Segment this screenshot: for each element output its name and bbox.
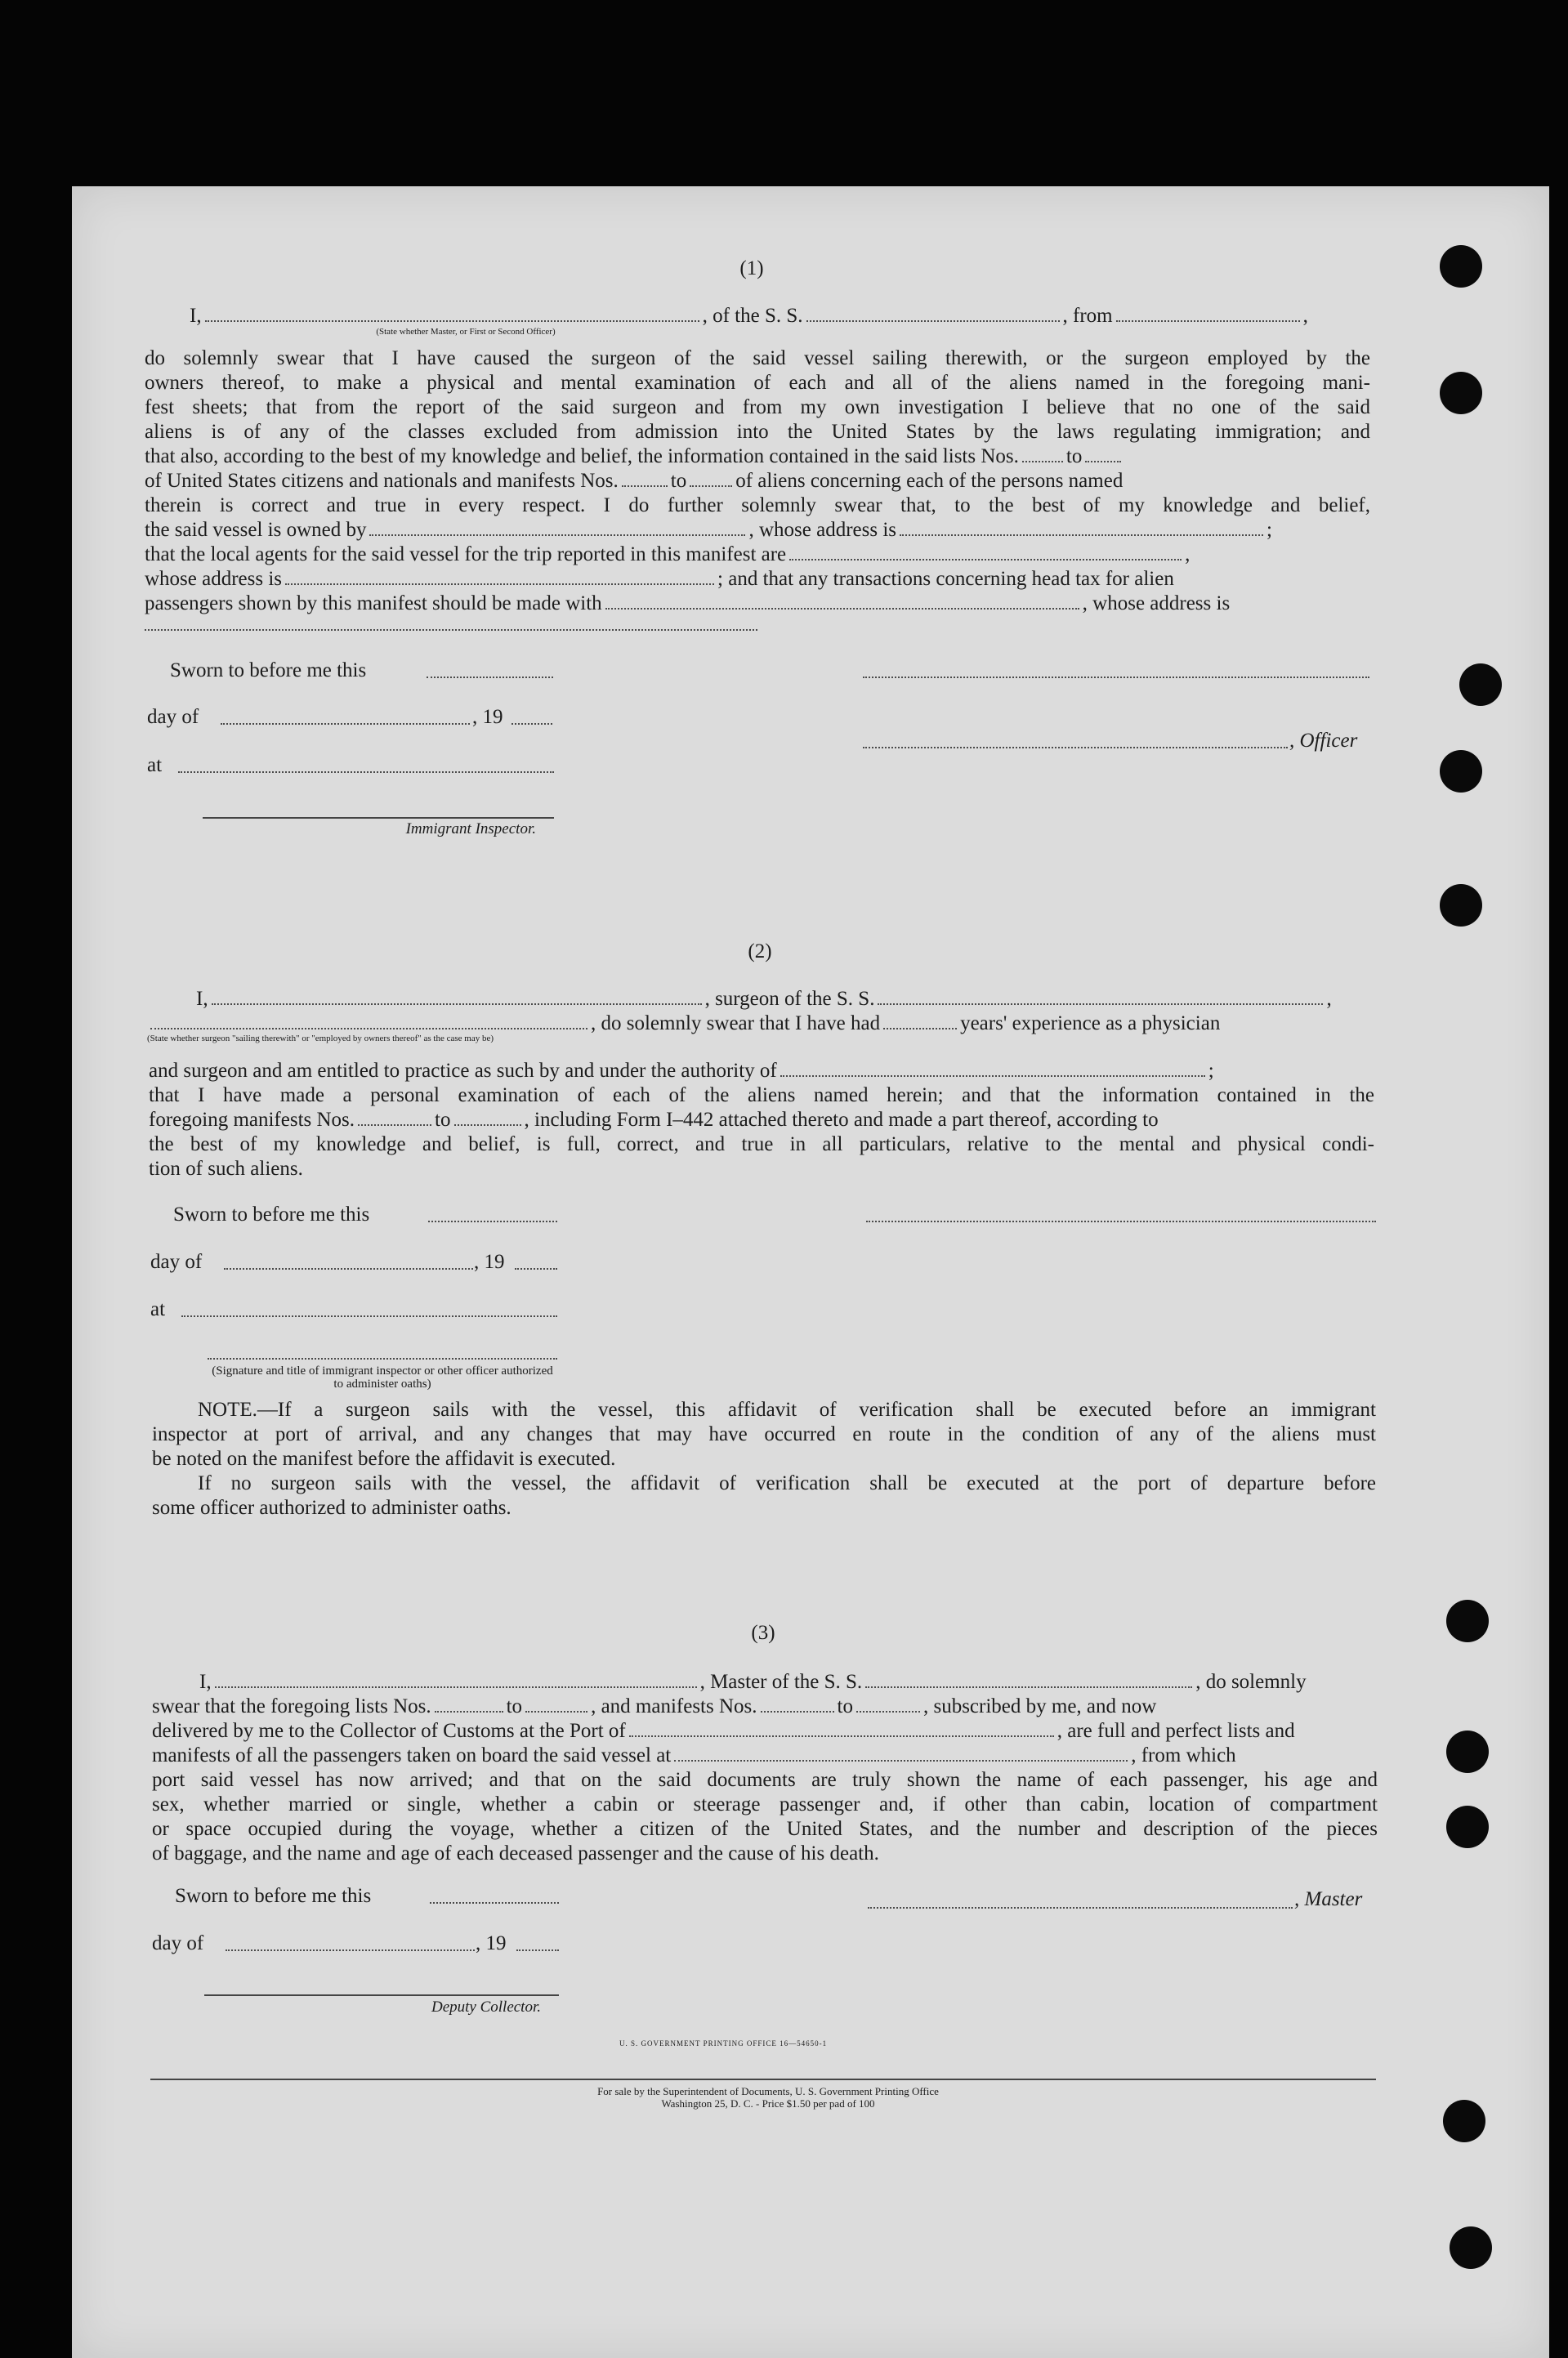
- port-of-customs-field[interactable]: [629, 1721, 1054, 1737]
- section-1-line: fest sheets; that from the report of the said surgeon and from my own investigation I believe that no one of the said: [145, 396, 1370, 418]
- manifests-from-field[interactable]: [622, 471, 668, 487]
- section-3-lists-from-field[interactable]: [435, 1696, 503, 1713]
- boarding-port-field[interactable]: [674, 1745, 1128, 1762]
- section-1-line: do solemnly swear that I have caused the surgeon of the said vessel sailing therewith, or the surgeon employed by the: [145, 347, 1370, 369]
- at-field-2[interactable]: [181, 1315, 557, 1317]
- authority-field[interactable]: [780, 1061, 1205, 1077]
- binder-hole: [1440, 884, 1482, 927]
- sale-line-1: For sale by the Superintendent of Documents, U. S. Government Printing Office: [597, 2085, 939, 2097]
- section-3-manifests-to-field[interactable]: [856, 1696, 920, 1713]
- sworn-label-2: Sworn to before me this: [173, 1204, 370, 1226]
- section-3-line-3: delivered by me to the Collector of Customs at the Port of , are full and perfect lists and: [152, 1720, 1295, 1742]
- section-3-line-1: I, , Master of the S. S. , do solemnly: [199, 1671, 1307, 1693]
- at-field-1[interactable]: [178, 771, 554, 773]
- section-2-manifests-from-field[interactable]: [358, 1110, 431, 1126]
- section-3-lists-to-field[interactable]: [525, 1696, 587, 1713]
- manifests-to-field[interactable]: [690, 471, 732, 487]
- section-2-line-1: I, , surgeon of the S. S. ,: [196, 988, 1332, 1010]
- year-field-2[interactable]: [515, 1268, 557, 1270]
- surgeon-signature-field[interactable]: [866, 1221, 1376, 1222]
- section-2-authority-line: and surgeon and am entitled to practice as such by and under the authority of ;: [149, 1060, 1214, 1082]
- section-3-line: or space occupied during the voyage, whether a citizen of the United States, and the number and description of the pieces: [152, 1818, 1378, 1840]
- footer-divider: [150, 2079, 1376, 2080]
- section-2-number: (2): [748, 940, 772, 962]
- sale-line-2: Washington 25, D. C. - Price $1.50 per pad of 100: [661, 2097, 875, 2110]
- head-tax-party-field[interactable]: [605, 593, 1079, 610]
- binder-hole: [1446, 1600, 1489, 1642]
- binder-hole: [1446, 1806, 1489, 1848]
- section-1-line: therein is correct and true in every respect. I do further solemnly swear that, to the best of my knowledge and belief,: [145, 494, 1370, 516]
- officer-hint: (State whether Master, or First or Second Officer): [376, 327, 556, 337]
- from-port-field[interactable]: [1116, 306, 1300, 322]
- vessel-name-field[interactable]: [806, 306, 1060, 322]
- day-of-label-3: day of: [152, 1932, 204, 1954]
- years-experience-field[interactable]: [883, 1013, 957, 1029]
- day-of-field-1[interactable]: [221, 723, 470, 725]
- day-of-field-2[interactable]: [224, 1268, 473, 1270]
- deputy-collector-label: Deputy Collector.: [431, 1998, 541, 2016]
- owner-address-field[interactable]: [900, 520, 1263, 536]
- note-line: be noted on the manifest before the affidavit is executed.: [152, 1448, 616, 1470]
- section-2-line-2: , do solemnly swear that I have had years' experience as a physician: [147, 1012, 1220, 1036]
- section-3-number: (3): [751, 1622, 775, 1644]
- immigrant-inspector-label: Immigrant Inspector.: [405, 820, 536, 837]
- sworn-label-3: Sworn to before me this: [175, 1885, 372, 1907]
- surgeon-hint: (State whether surgeon "sailing therewith" or "employed by owners thereof" as the case may be): [147, 1034, 494, 1043]
- section-1-line: owners thereof, to make a physical and mental examination of each and all of the aliens named in the foregoing mani-: [145, 372, 1370, 394]
- section-2-best-line: the best of my knowledge and belief, is full, correct, and true in all particulars, relative to the mental and physical condi-: [149, 1133, 1374, 1155]
- head-tax-address-field[interactable]: [145, 629, 757, 631]
- local-agents-field[interactable]: [789, 544, 1182, 560]
- surgeon-name-field[interactable]: [212, 989, 702, 1005]
- inspector-signature-line[interactable]: [203, 817, 554, 819]
- section-1-lists-line: that also, according to the best of my knowledge and belief, the information contained in the said lists Nos. to: [145, 444, 1124, 469]
- section-1-line-1: I, , of the S. S. , from ,: [190, 305, 1308, 327]
- section-1-owner-line: the said vessel is owned by , whose address is ;: [145, 519, 1272, 541]
- section-1-agent-address-line: whose address is ; and that any transactions concerning head tax for alien: [145, 568, 1174, 590]
- binder-hole: [1450, 2226, 1492, 2269]
- sworn-day-field-3[interactable]: [430, 1902, 559, 1904]
- year-label-3: , 19: [476, 1932, 507, 1954]
- year-field-3[interactable]: [516, 1949, 559, 1951]
- section-1-line: aliens is of any of the classes excluded from admission into the United States by the laws regulating immigration; and: [145, 421, 1370, 443]
- at-label-2: at: [150, 1298, 166, 1320]
- officer-title-field[interactable]: [863, 747, 1288, 748]
- section-1-number: (1): [739, 257, 764, 279]
- binder-hole: [1440, 372, 1482, 414]
- section-2-manifests-to-field[interactable]: [454, 1110, 521, 1126]
- deputy-collector-signature-line[interactable]: [204, 1994, 559, 1996]
- year-label-2: , 19: [474, 1251, 505, 1273]
- section-3-line: port said vessel has now arrived; and that on the said documents are truly shown the name of each passenger, his age and: [152, 1769, 1378, 1791]
- surgeon-vessel-field[interactable]: [878, 989, 1323, 1005]
- section-1-head-tax-line: passengers shown by this manifest should be made with , whose address is: [145, 592, 1231, 614]
- year-field-1[interactable]: [511, 723, 552, 725]
- master-signature-field[interactable]: [868, 1907, 1293, 1909]
- note-line: If no surgeon sails with the vessel, the affidavit of verification shall be executed at the port of departure before: [198, 1472, 1376, 1494]
- agent-address-field[interactable]: [285, 569, 714, 585]
- binder-hole: [1440, 750, 1482, 793]
- section-1-agents-line: that the local agents for the said vessel for the trip reported in this manifest are ,: [145, 543, 1191, 565]
- owner-field[interactable]: [369, 520, 745, 536]
- master-vessel-field[interactable]: [865, 1672, 1192, 1688]
- section-2-tion-line: tion of such aliens.: [149, 1158, 303, 1180]
- officer-label: , Officer: [1289, 730, 1358, 752]
- printing-office-label: U. S. GOVERNMENT PRINTING OFFICE 16—54650-1: [619, 2039, 828, 2048]
- year-label-1: , 19: [472, 706, 503, 728]
- master-name-field[interactable]: [215, 1672, 697, 1688]
- signature-caption: (Signature and title of immigrant inspector or other officer authorized to administer oaths): [212, 1364, 553, 1391]
- section-2-exam-line: that I have made a personal examination of each of the aliens named herein; and that the information contained in the: [149, 1084, 1374, 1106]
- binder-hole: [1446, 1731, 1489, 1773]
- sworn-day-field-1[interactable]: [427, 677, 553, 678]
- section-3-manifests-from-field[interactable]: [761, 1696, 834, 1713]
- note-line: inspector at port of arrival, and any changes that may have occurred en route in the condition of any of the aliens must: [152, 1423, 1376, 1445]
- section-3-line: of baggage, and the name and age of each deceased passenger and the cause of his death.: [152, 1842, 879, 1865]
- section-3-line-2: swear that the foregoing lists Nos. to , and manifests Nos. to , subscribed by me, and now: [152, 1695, 1157, 1717]
- section-3-line-4: manifests of all the passengers taken on board the said vessel at , from which: [152, 1744, 1236, 1766]
- at-label-1: at: [147, 754, 163, 776]
- day-of-label-1: day of: [147, 706, 199, 728]
- sworn-label-1: Sworn to before me this: [170, 659, 367, 681]
- note-line: some officer authorized to administer oaths.: [152, 1497, 511, 1519]
- surgeon-status-field[interactable]: [150, 1013, 587, 1029]
- inspector-signature-field-2[interactable]: [208, 1358, 557, 1360]
- day-of-field-3[interactable]: [226, 1949, 475, 1951]
- master-label: , Master: [1294, 1888, 1363, 1910]
- binder-hole: [1440, 245, 1482, 288]
- officer-name-field[interactable]: [205, 306, 699, 322]
- section-2-foregoing-line: foregoing manifests Nos. to , including Form I–442 attached thereto and made a part thereof, according to: [149, 1109, 1159, 1131]
- section-1-manifests-line: of United States citizens and nationals and manifests Nos. to of aliens concerning each of the persons named: [145, 470, 1124, 492]
- binder-hole: [1459, 663, 1502, 706]
- note-line: NOTE.—If a surgeon sails with the vessel, this affidavit of verification shall be executed before an immigrant: [198, 1399, 1376, 1421]
- section-3-line: sex, whether married or single, whether a cabin or steerage passenger and, if other than cabin, location of compartment: [152, 1793, 1378, 1815]
- lists-from-field[interactable]: [1022, 446, 1063, 462]
- sworn-day-field-2[interactable]: [428, 1221, 557, 1222]
- officer-signature-field[interactable]: [863, 677, 1369, 678]
- day-of-label-2: day of: [150, 1251, 203, 1273]
- lists-to-field[interactable]: [1085, 446, 1121, 462]
- binder-hole: [1443, 2100, 1485, 2142]
